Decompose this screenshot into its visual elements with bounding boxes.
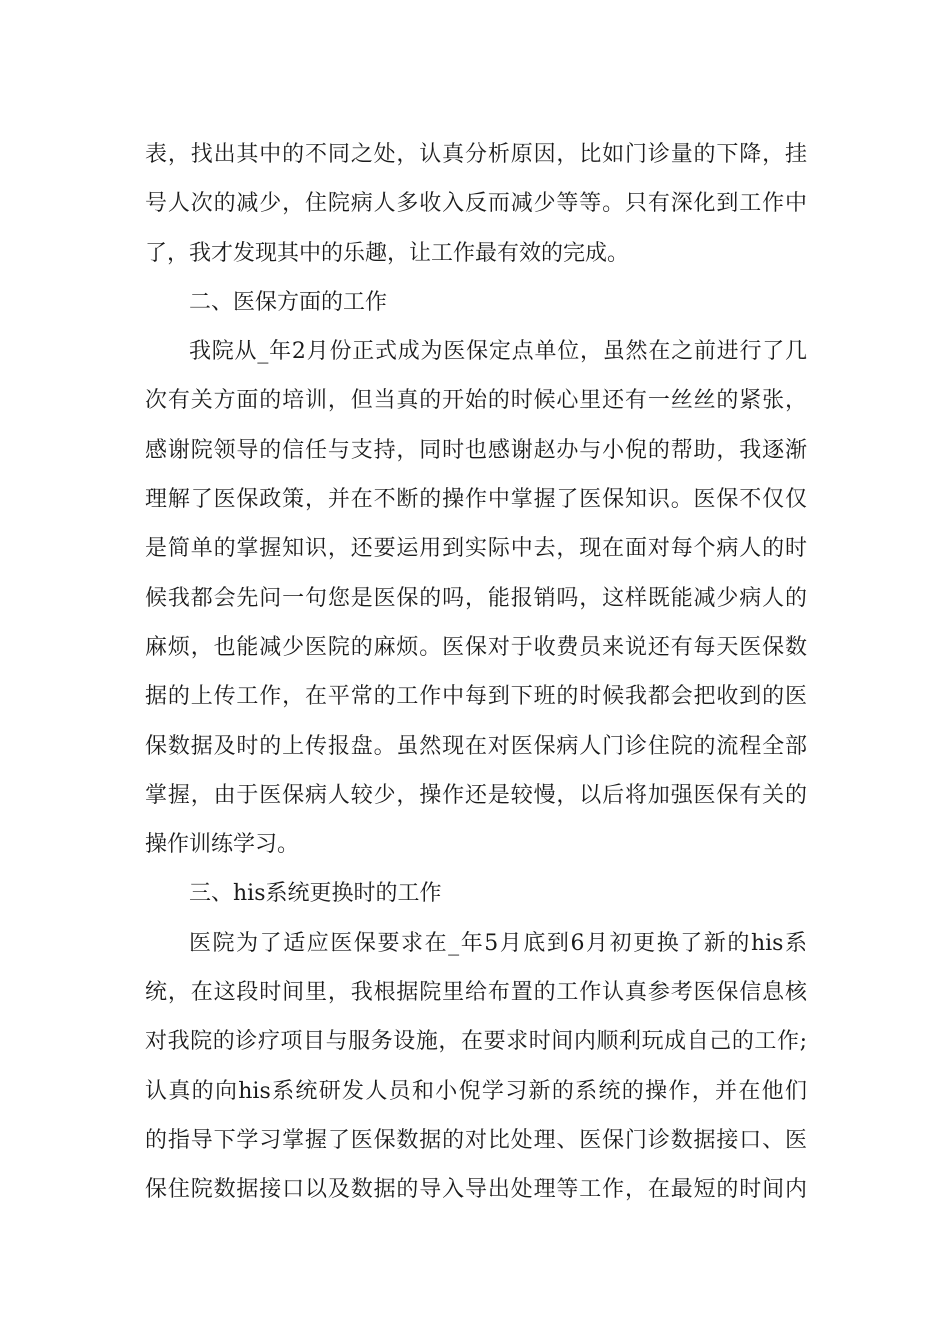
text-line: 保数据及时的上传报盘。虽然现在对医保病人门诊住院的流程全部	[145, 733, 807, 759]
paragraph-start-line: 二、医保方面的工作	[189, 289, 388, 315]
text-line: 据的上传工作，在平常的工作中每到下班的时候我都会把收到的医	[145, 684, 807, 710]
text-line: 号人次的减少，住院病人多收入反而减少等等。只有深化到工作中	[145, 191, 807, 217]
paragraph-start-line: 三、his系统更换时的工作	[189, 881, 442, 907]
text-line: 表，找出其中的不同之处，认真分析原因，比如门诊量的下降，挂	[145, 142, 807, 167]
text-line: 次有关方面的培训，但当真的开始的时候心里还有一丝丝的紧张，	[145, 388, 807, 414]
text-line: 感谢院领导的信任与支持，同时也感谢赵办与小倪的帮助，我逐渐	[145, 437, 807, 463]
paragraph-start-line: 医院为了适应医保要求在_年5月底到6月初更换了新的his系	[189, 930, 807, 956]
text-line: 认真的向his系统研发人员和小倪学习新的系统的操作，并在他们	[145, 1078, 807, 1104]
text-line: 操作训练学习。	[145, 832, 300, 858]
text-line: 麻烦，也能减少医院的麻烦。医保对于收费员来说还有每天医保数	[145, 634, 807, 660]
text-line: 掌握，由于医保病人较少，操作还是较慢，以后将加强医保有关的	[145, 782, 807, 808]
text-line: 对我院的诊疗项目与服务设施，在要求时间内顺利玩成自己的工作;	[145, 1029, 807, 1055]
paragraph-start-line: 我院从_年2月份正式成为医保定点单位，虽然在之前进行了几	[189, 339, 807, 365]
text-line: 的指导下学习掌握了医保数据的对比处理、医保门诊数据接口、医	[145, 1127, 807, 1153]
text-line: 是简单的掌握知识，还要运用到实际中去，现在面对每个病人的时	[145, 536, 807, 562]
text-line: 候我都会先问一句您是医保的吗，能报销吗，这样既能减少病人的	[145, 585, 807, 611]
text-line: 理解了医保政策，并在不断的操作中掌握了医保知识。医保不仅仅	[145, 487, 807, 513]
document-body	[145, 130, 807, 1215]
text-line: 统，在这段时间里，我根据院里给布置的工作认真参考医保信息核	[145, 980, 807, 1006]
text-line: 保住院数据接口以及数据的导入导出处理等工作，在最短的时间内	[145, 1177, 807, 1203]
text-line: 了，我才发现其中的乐趣，让工作最有效的完成。	[145, 240, 630, 266]
